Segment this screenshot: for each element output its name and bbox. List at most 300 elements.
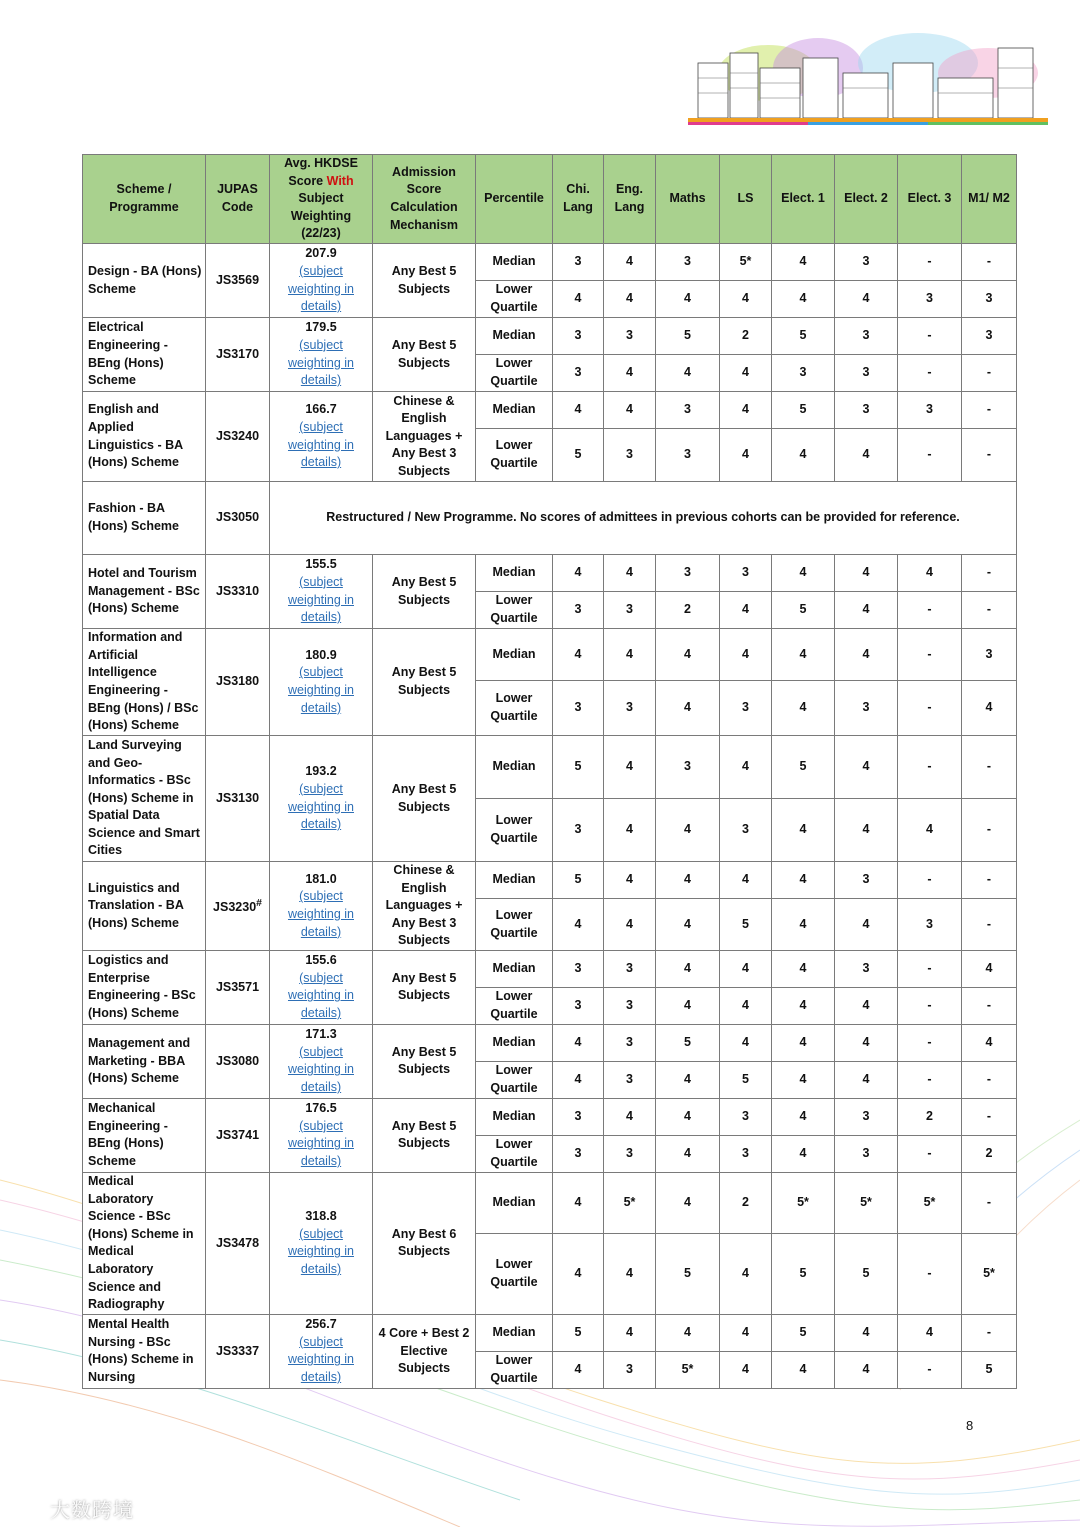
lower-quartile-elect-1-value: 4: [772, 987, 835, 1024]
lower-quartile-eng-value: 3: [604, 987, 656, 1024]
watermark-logo-icon: [10, 1499, 44, 1519]
lower-quartile-elect-1-value: 4: [772, 1351, 835, 1388]
median-ls-value: 5*: [720, 244, 772, 281]
lower-quartile-elect-2-value: 4: [835, 987, 898, 1024]
median-eng-value: 4: [604, 629, 656, 681]
header-mechanism: Admission Score Calculation Mechanism: [373, 155, 476, 244]
admission-mechanism: Any Best 5 Subjects: [373, 736, 476, 862]
avg-score-value: 256.7: [305, 1317, 337, 1332]
median-maths-value: 3: [656, 392, 720, 429]
median-m1-m2-value: -: [962, 1172, 1017, 1233]
lower-quartile-chi-value: 3: [553, 799, 604, 862]
median-m1-m2-value: -: [962, 736, 1017, 799]
percentile-lower-quartile-label: Lower Quartile: [476, 281, 553, 318]
lower-quartile-elect-2-value: 4: [835, 592, 898, 629]
median-elect-3-value: 2: [898, 1098, 962, 1135]
lower-quartile-elect-1-value: 4: [772, 1061, 835, 1098]
jupas-code: [206, 950, 270, 1024]
median-elect-3-value: -: [898, 244, 962, 281]
median-elect-3-value: -: [898, 318, 962, 355]
lower-quartile-m1-m2-value: 2: [962, 1135, 1017, 1172]
avg-score-cell: [270, 244, 373, 318]
lower-quartile-elect-2-value: 3: [835, 681, 898, 736]
jupas-code-footnote: #: [256, 898, 262, 910]
table-row: [83, 629, 1017, 681]
lower-quartile-elect-1-value: 4: [772, 899, 835, 951]
lower-quartile-m1-m2-value: 5*: [962, 1233, 1017, 1314]
subject-weighting-link[interactable]: (subject weighting in details): [287, 1334, 354, 1385]
median-elect-3-value: -: [898, 950, 962, 987]
avg-score-cell: [270, 736, 373, 862]
admission-mechanism: Any Best 5 Subjects: [373, 629, 476, 736]
jupas-code: [206, 1172, 270, 1314]
lower-quartile-elect-3-value: 4: [898, 799, 962, 862]
programme-name: English and Applied Linguistics - BA (Hons) Scheme: [83, 392, 206, 482]
lower-quartile-eng-value: 3: [604, 1135, 656, 1172]
lower-quartile-maths-value: 2: [656, 592, 720, 629]
avg-score-value: 181.0: [305, 871, 337, 886]
median-ls-value: 4: [720, 950, 772, 987]
percentile-lower-quartile-label: Lower Quartile: [476, 429, 553, 482]
lower-quartile-eng-value: 3: [604, 592, 656, 629]
median-elect-3-value: -: [898, 1024, 962, 1061]
lower-quartile-chi-value: 4: [553, 1351, 604, 1388]
percentile-median-label: Median: [476, 555, 553, 592]
lower-quartile-elect-3-value: 3: [898, 899, 962, 951]
lower-quartile-m1-m2-value: -: [962, 799, 1017, 862]
admission-mechanism: 4 Core + Best 2 Elective Subjects: [373, 1314, 476, 1388]
lower-quartile-ls-value: 4: [720, 987, 772, 1024]
jupas-code: [206, 1314, 270, 1388]
lower-quartile-ls-value: 4: [720, 1233, 772, 1314]
programme-name: Electrical Engineering - BEng (Hons) Scheme: [83, 318, 206, 392]
median-chi-value: 4: [553, 1172, 604, 1233]
lower-quartile-ls-value: 5: [720, 1061, 772, 1098]
header-elect-3: Elect. 3: [898, 155, 962, 244]
median-eng-value: 3: [604, 950, 656, 987]
lower-quartile-elect-3-value: 3: [898, 281, 962, 318]
avg-score-cell: [270, 1172, 373, 1314]
median-maths-value: 4: [656, 950, 720, 987]
lower-quartile-eng-value: 4: [604, 355, 656, 392]
jupas-code-text: JS3080: [215, 1053, 260, 1068]
percentile-lower-quartile-label: Lower Quartile: [476, 1061, 553, 1098]
median-maths-value: 4: [656, 862, 720, 899]
median-m1-m2-value: -: [962, 244, 1017, 281]
header-jupas-code: JUPAS Code: [206, 155, 270, 244]
subject-weighting-link[interactable]: (subject weighting in details): [287, 1044, 354, 1095]
lower-quartile-elect-1-value: 4: [772, 429, 835, 482]
median-ls-value: 3: [720, 1098, 772, 1135]
median-chi-value: 3: [553, 318, 604, 355]
table-row: [83, 318, 1017, 355]
avg-score-value: 179.5: [305, 320, 337, 335]
avg-score-value: 180.9: [305, 647, 337, 662]
programme-name: Mental Health Nursing - BSc (Hons) Scheme in Nursing: [83, 1314, 206, 1388]
median-elect-2-value: 4: [835, 736, 898, 799]
percentile-lower-quartile-label: Lower Quartile: [476, 1135, 553, 1172]
programme-name: Design - BA (Hons) Scheme: [83, 244, 206, 318]
header-m1-m2: M1/ M2: [962, 155, 1017, 244]
lower-quartile-maths-value: 5: [656, 1233, 720, 1314]
median-chi-value: 5: [553, 736, 604, 799]
percentile-lower-quartile-label: Lower Quartile: [476, 681, 553, 736]
subject-weighting-link[interactable]: (subject weighting in details): [287, 970, 354, 1021]
header-avg-score-part2: Subject Weighting (22/23): [290, 191, 352, 241]
percentile-median-label: Median: [476, 862, 553, 899]
lower-quartile-elect-2-value: 3: [835, 1135, 898, 1172]
header-elect-1: Elect. 1: [772, 155, 835, 244]
lower-quartile-elect-2-value: 4: [835, 1351, 898, 1388]
median-ls-value: 4: [720, 862, 772, 899]
jupas-code: [206, 318, 270, 392]
programme-name: Logistics and Enterprise Engineering - BSc (Hons) Scheme: [83, 950, 206, 1024]
lower-quartile-elect-3-value: -: [898, 681, 962, 736]
lower-quartile-eng-value: 3: [604, 1351, 656, 1388]
lower-quartile-m1-m2-value: -: [962, 429, 1017, 482]
median-elect-1-value: 5: [772, 392, 835, 429]
table-row: [83, 392, 1017, 429]
jupas-code: [206, 244, 270, 318]
median-m1-m2-value: 4: [962, 1024, 1017, 1061]
programme-name: Information and Artificial Intelligence Engineering - BEng (Hons) / BSc (Hons) Scheme: [83, 629, 206, 736]
jupas-code: [206, 555, 270, 629]
subject-weighting-link[interactable]: (subject weighting in details): [287, 337, 354, 388]
lower-quartile-ls-value: 4: [720, 1351, 772, 1388]
jupas-code-text: JS3310: [215, 583, 260, 598]
table-row: [83, 1024, 1017, 1061]
jupas-code: [206, 1098, 270, 1172]
subject-weighting-link[interactable]: (subject weighting in details): [287, 1226, 354, 1277]
avg-score-cell: [270, 392, 373, 482]
admission-mechanism: Any Best 5 Subjects: [373, 244, 476, 318]
admission-mechanism: Any Best 5 Subjects: [373, 1024, 476, 1098]
jupas-code: JS3050: [206, 482, 270, 555]
percentile-median-label: Median: [476, 1172, 553, 1233]
avg-score-value: 207.9: [305, 246, 337, 261]
median-chi-value: 5: [553, 1314, 604, 1351]
table-header-row: [83, 155, 1017, 244]
avg-score-cell: [270, 1024, 373, 1098]
median-elect-2-value: 3: [835, 862, 898, 899]
median-chi-value: 4: [553, 629, 604, 681]
jupas-code: [206, 629, 270, 736]
lower-quartile-maths-value: 4: [656, 1135, 720, 1172]
median-elect-1-value: 4: [772, 950, 835, 987]
median-chi-value: 3: [553, 1098, 604, 1135]
header-avg-score-part1: Avg. HKDSE Score: [284, 156, 358, 188]
jupas-code-text: JS3170: [215, 346, 260, 361]
lower-quartile-elect-1-value: 5: [772, 1233, 835, 1314]
median-elect-2-value: 4: [835, 629, 898, 681]
lower-quartile-elect-2-value: 4: [835, 899, 898, 951]
lower-quartile-m1-m2-value: -: [962, 899, 1017, 951]
admission-mechanism: Chinese & English Languages + Any Best 3 Subjects: [373, 862, 476, 951]
lower-quartile-maths-value: 3: [656, 429, 720, 482]
median-ls-value: 2: [720, 318, 772, 355]
median-m1-m2-value: -: [962, 555, 1017, 592]
lower-quartile-ls-value: 3: [720, 799, 772, 862]
jupas-code: [206, 736, 270, 862]
median-elect-3-value: 5*: [898, 1172, 962, 1233]
avg-score-value: 171.3: [305, 1027, 337, 1042]
lower-quartile-elect-3-value: -: [898, 1061, 962, 1098]
median-maths-value: 5: [656, 1024, 720, 1061]
programme-name: Fashion - BA (Hons) Scheme: [83, 482, 206, 555]
table-row: [83, 736, 1017, 799]
median-m1-m2-value: -: [962, 1314, 1017, 1351]
median-elect-2-value: 3: [835, 244, 898, 281]
lower-quartile-eng-value: 3: [604, 1061, 656, 1098]
median-eng-value: 4: [604, 862, 656, 899]
page-number: 8: [966, 1418, 974, 1433]
median-eng-value: 4: [604, 1314, 656, 1351]
subject-weighting-link[interactable]: (subject weighting in details): [287, 665, 354, 715]
lower-quartile-elect-2-value: 3: [835, 355, 898, 392]
jupas-code-text: JS3571: [215, 979, 260, 994]
avg-score-value: 155.5: [305, 557, 337, 572]
lower-quartile-eng-value: 4: [604, 899, 656, 951]
lower-quartile-maths-value: 4: [656, 355, 720, 392]
table-row: [83, 1314, 1017, 1351]
jupas-code: [206, 392, 270, 482]
lower-quartile-elect-1-value: 5: [772, 592, 835, 629]
jupas-code-text: JS3240: [215, 428, 260, 443]
header-maths: Maths: [656, 155, 720, 244]
header-avg-score-with: With: [326, 173, 354, 188]
lower-quartile-elect-1-value: 4: [772, 281, 835, 318]
median-maths-value: 4: [656, 1172, 720, 1233]
percentile-median-label: Median: [476, 629, 553, 681]
percentile-median-label: Median: [476, 950, 553, 987]
admission-mechanism: Any Best 5 Subjects: [373, 318, 476, 392]
median-chi-value: 4: [553, 555, 604, 592]
median-eng-value: 4: [604, 244, 656, 281]
lower-quartile-maths-value: 4: [656, 681, 720, 736]
median-maths-value: 4: [656, 1314, 720, 1351]
programme-note: Restructured / New Programme. No scores of admittees in previous cohorts can be provided for reference.: [270, 482, 1017, 555]
lower-quartile-m1-m2-value: 5: [962, 1351, 1017, 1388]
admission-mechanism: Any Best 5 Subjects: [373, 1098, 476, 1172]
median-elect-3-value: 4: [898, 555, 962, 592]
lower-quartile-elect-1-value: 4: [772, 1135, 835, 1172]
median-ls-value: 3: [720, 555, 772, 592]
lower-quartile-elect-2-value: 4: [835, 429, 898, 482]
header-percentile: Percentile: [476, 155, 553, 244]
median-maths-value: 5: [656, 318, 720, 355]
median-m1-m2-value: -: [962, 862, 1017, 899]
median-maths-value: 4: [656, 1098, 720, 1135]
lower-quartile-elect-2-value: 5: [835, 1233, 898, 1314]
jupas-code-text: JS3230: [213, 900, 257, 915]
lower-quartile-maths-value: 4: [656, 1061, 720, 1098]
lower-quartile-elect-2-value: 4: [835, 1061, 898, 1098]
table-row: [83, 244, 1017, 281]
median-elect-2-value: 5*: [835, 1172, 898, 1233]
avg-score-value: 166.7: [305, 402, 337, 417]
lower-quartile-eng-value: 4: [604, 799, 656, 862]
avg-score-cell: [270, 1098, 373, 1172]
lower-quartile-chi-value: 4: [553, 1061, 604, 1098]
lower-quartile-ls-value: 3: [720, 681, 772, 736]
median-m1-m2-value: 3: [962, 629, 1017, 681]
lower-quartile-chi-value: 3: [553, 1135, 604, 1172]
programme-name: Mechanical Engineering - BEng (Hons) Scheme: [83, 1098, 206, 1172]
median-m1-m2-value: 4: [962, 950, 1017, 987]
avg-score-cell: [270, 555, 373, 629]
median-elect-1-value: 4: [772, 629, 835, 681]
header-elect-2: Elect. 2: [835, 155, 898, 244]
percentile-lower-quartile-label: Lower Quartile: [476, 355, 553, 392]
percentile-lower-quartile-label: Lower Quartile: [476, 899, 553, 951]
jupas-code-text: JS3337: [215, 1343, 260, 1358]
median-elect-1-value: 4: [772, 244, 835, 281]
median-elect-1-value: 5: [772, 1314, 835, 1351]
avg-score-cell: [270, 950, 373, 1024]
median-eng-value: 4: [604, 1098, 656, 1135]
percentile-median-label: Median: [476, 392, 553, 429]
jupas-code-text: JS3741: [215, 1127, 260, 1142]
median-elect-1-value: 5: [772, 318, 835, 355]
median-elect-2-value: 4: [835, 1024, 898, 1061]
lower-quartile-eng-value: 3: [604, 681, 656, 736]
admission-mechanism: Any Best 5 Subjects: [373, 950, 476, 1024]
lower-quartile-elect-3-value: -: [898, 987, 962, 1024]
median-elect-2-value: 3: [835, 950, 898, 987]
watermark-text: 大数跨境: [50, 1500, 134, 1522]
jupas-code: [206, 862, 270, 951]
median-elect-2-value: 3: [835, 392, 898, 429]
lower-quartile-elect-3-value: -: [898, 1351, 962, 1388]
admission-mechanism: Chinese & English Languages + Any Best 3 Subjects: [373, 392, 476, 482]
table-row: [83, 1098, 1017, 1135]
median-elect-2-value: 3: [835, 318, 898, 355]
percentile-lower-quartile-label: Lower Quartile: [476, 799, 553, 862]
lower-quartile-m1-m2-value: 4: [962, 681, 1017, 736]
percentile-median-label: Median: [476, 1314, 553, 1351]
avg-score-cell: [270, 629, 373, 736]
median-ls-value: 4: [720, 1024, 772, 1061]
median-eng-value: 4: [604, 392, 656, 429]
lower-quartile-chi-value: 5: [553, 429, 604, 482]
subject-weighting-link[interactable]: (subject weighting in details): [287, 781, 354, 832]
median-elect-1-value: 4: [772, 555, 835, 592]
percentile-median-label: Median: [476, 318, 553, 355]
admission-mechanism: Any Best 5 Subjects: [373, 555, 476, 629]
median-eng-value: 3: [604, 318, 656, 355]
median-elect-1-value: 5*: [772, 1172, 835, 1233]
median-maths-value: 3: [656, 244, 720, 281]
lower-quartile-eng-value: 3: [604, 429, 656, 482]
avg-score-value: 155.6: [305, 953, 337, 968]
lower-quartile-ls-value: 4: [720, 281, 772, 318]
lower-quartile-chi-value: 3: [553, 355, 604, 392]
lower-quartile-m1-m2-value: -: [962, 592, 1017, 629]
programme-name: Land Surveying and Geo-Informatics - BSc (Hons) Scheme in Spatial Data Science and Smart Cities: [83, 736, 206, 862]
jupas-code: [206, 1024, 270, 1098]
avg-score-value: 318.8: [305, 1209, 337, 1224]
lower-quartile-chi-value: 3: [553, 592, 604, 629]
lower-quartile-elect-2-value: 4: [835, 799, 898, 862]
median-elect-2-value: 4: [835, 1314, 898, 1351]
median-maths-value: 4: [656, 629, 720, 681]
avg-score-cell: [270, 862, 373, 951]
lower-quartile-chi-value: 4: [553, 281, 604, 318]
programme-name: Medical Laboratory Science - BSc (Hons) Scheme in Medical Laboratory Science and Radiography: [83, 1172, 206, 1314]
percentile-median-label: Median: [476, 1098, 553, 1135]
median-elect-1-value: 4: [772, 1098, 835, 1135]
lower-quartile-maths-value: 4: [656, 799, 720, 862]
subject-weighting-link[interactable]: (subject weighting in details): [287, 419, 354, 470]
median-elect-3-value: -: [898, 862, 962, 899]
median-eng-value: 3: [604, 1024, 656, 1061]
lower-quartile-chi-value: 4: [553, 1233, 604, 1314]
median-eng-value: 4: [604, 555, 656, 592]
median-elect-1-value: 5: [772, 736, 835, 799]
median-elect-3-value: 4: [898, 1314, 962, 1351]
median-elect-1-value: 4: [772, 862, 835, 899]
header-skyline-illustration: [688, 28, 1048, 128]
median-ls-value: 4: [720, 629, 772, 681]
median-eng-value: 4: [604, 736, 656, 799]
avg-score-value: 176.5: [305, 1101, 337, 1116]
header-eng-lang: Eng. Lang: [604, 155, 656, 244]
lower-quartile-elect-3-value: -: [898, 355, 962, 392]
median-ls-value: 4: [720, 392, 772, 429]
lower-quartile-m1-m2-value: -: [962, 355, 1017, 392]
lower-quartile-elect-1-value: 4: [772, 681, 835, 736]
programme-name: Management and Marketing - BBA (Hons) Scheme: [83, 1024, 206, 1098]
median-chi-value: 3: [553, 244, 604, 281]
header-scheme: Scheme / Programme: [83, 155, 206, 244]
lower-quartile-ls-value: 3: [720, 1135, 772, 1172]
lower-quartile-elect-3-value: -: [898, 1233, 962, 1314]
lower-quartile-elect-3-value: -: [898, 1135, 962, 1172]
jupas-code-text: JS3569: [215, 272, 260, 287]
lower-quartile-elect-1-value: 4: [772, 799, 835, 862]
lower-quartile-ls-value: 5: [720, 899, 772, 951]
table-row: [83, 555, 1017, 592]
lower-quartile-chi-value: 4: [553, 899, 604, 951]
percentile-median-label: Median: [476, 736, 553, 799]
avg-score-value: 193.2: [305, 764, 337, 779]
lower-quartile-maths-value: 4: [656, 987, 720, 1024]
subject-weighting-link[interactable]: (subject weighting in details): [287, 889, 354, 939]
header-avg-score: [270, 155, 373, 244]
lower-quartile-elect-3-value: -: [898, 429, 962, 482]
subject-weighting-link[interactable]: (subject weighting in details): [287, 574, 354, 625]
percentile-lower-quartile-label: Lower Quartile: [476, 1233, 553, 1314]
lower-quartile-m1-m2-value: -: [962, 987, 1017, 1024]
median-ls-value: 4: [720, 736, 772, 799]
median-chi-value: 4: [553, 1024, 604, 1061]
lower-quartile-elect-2-value: 4: [835, 281, 898, 318]
table-row: [83, 1172, 1017, 1233]
jupas-code-text: JS3478: [215, 1235, 260, 1250]
median-maths-value: 3: [656, 736, 720, 799]
median-elect-2-value: 3: [835, 1098, 898, 1135]
avg-score-cell: [270, 318, 373, 392]
header-chi-lang: Chi. Lang: [553, 155, 604, 244]
subject-weighting-link[interactable]: (subject weighting in details): [287, 1118, 354, 1169]
median-m1-m2-value: -: [962, 392, 1017, 429]
lower-quartile-ls-value: 4: [720, 592, 772, 629]
subject-weighting-link[interactable]: (subject weighting in details): [287, 263, 354, 314]
median-chi-value: 4: [553, 392, 604, 429]
median-maths-value: 3: [656, 555, 720, 592]
median-eng-value: 5*: [604, 1172, 656, 1233]
median-elect-2-value: 4: [835, 555, 898, 592]
